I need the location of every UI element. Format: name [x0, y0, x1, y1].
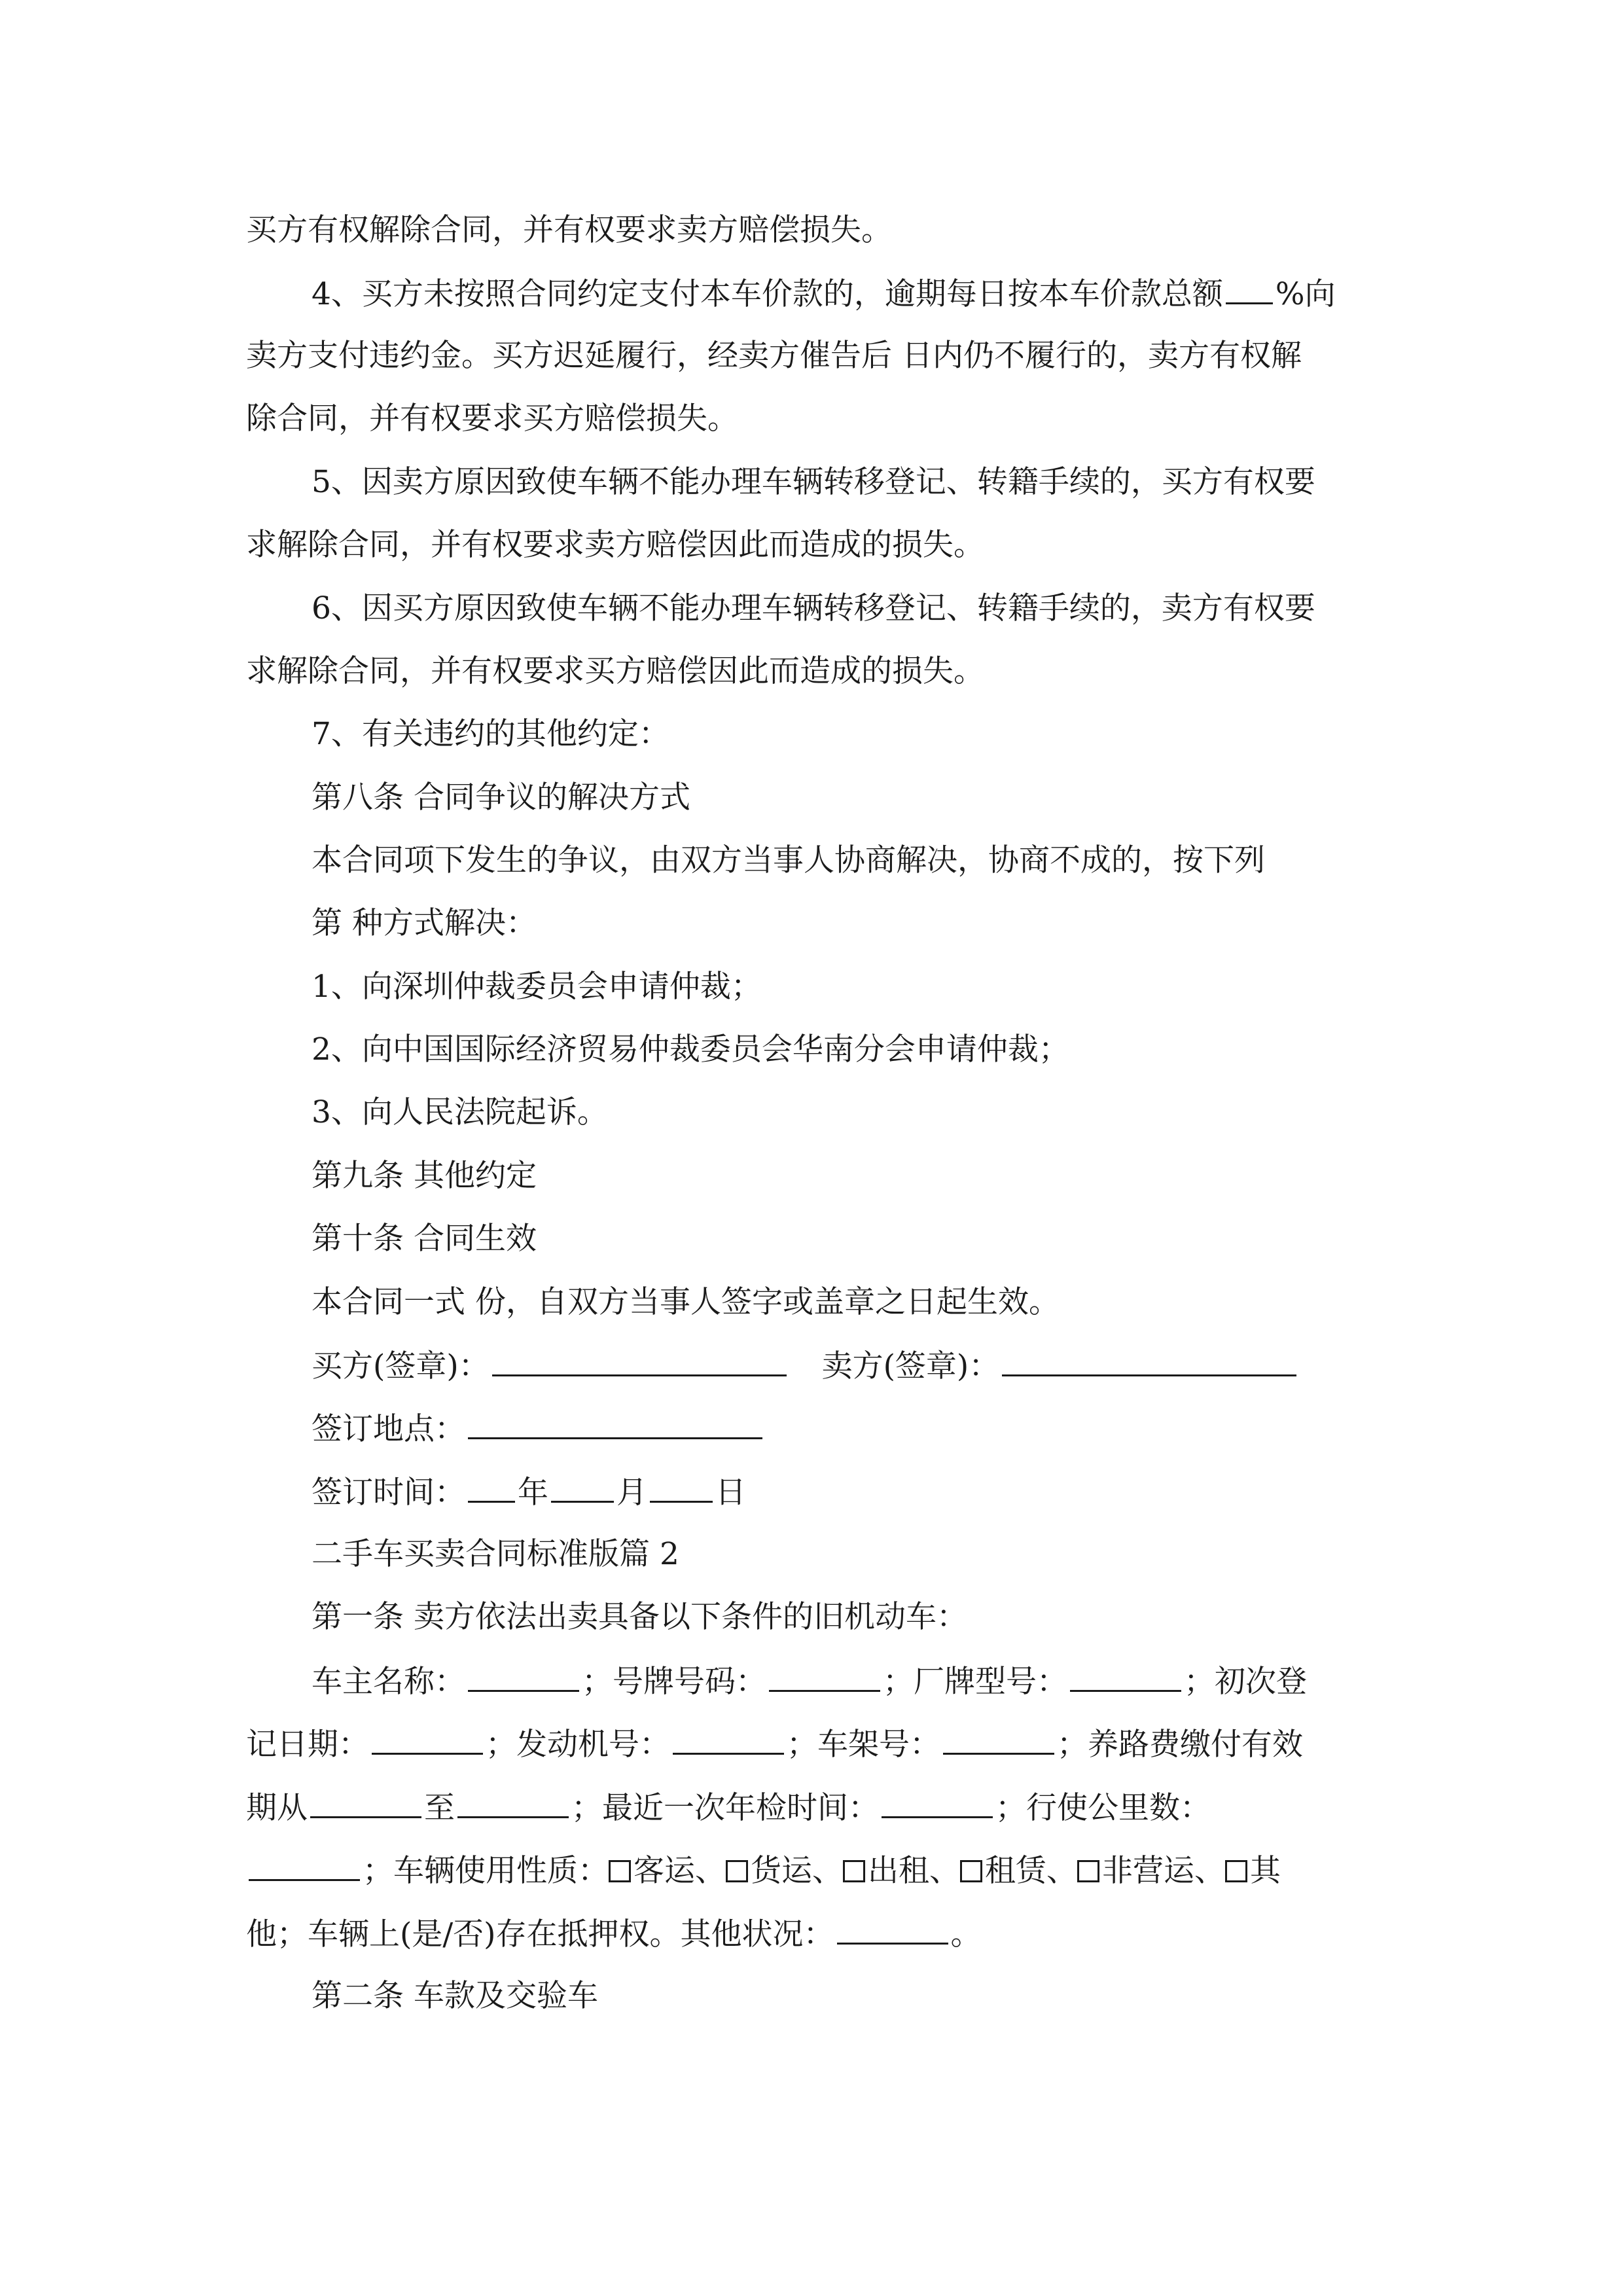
period-to-label: 至	[424, 1790, 455, 1826]
engine-no-label: ；发动机号：	[486, 1727, 670, 1763]
usage-option-passenger: 客运、	[633, 1853, 726, 1889]
month-field[interactable]	[551, 1472, 614, 1503]
engine-no-field[interactable]	[673, 1724, 784, 1755]
first-reg-label: ；初次登	[1184, 1664, 1307, 1700]
seller-sign-field[interactable]	[1002, 1346, 1296, 1376]
checkbox[interactable]	[1077, 1860, 1099, 1882]
owner-name-label: 车主名称：	[312, 1664, 465, 1700]
paragraph-line: 求解除合同，并有权要求卖方赔偿因此而造成的损失。	[246, 527, 984, 563]
frame-no-field[interactable]	[943, 1724, 1054, 1755]
list-item: 1、向深圳仲裁委员会申请仲裁；	[312, 969, 762, 1005]
period-from-label: 期从	[246, 1790, 308, 1826]
usage-option-lease: 租赁、	[985, 1853, 1077, 1889]
usage-option-nonoperating: 非营运、	[1102, 1853, 1225, 1889]
paragraph-line: 5、因卖方原因致使车辆不能办理车辆转移登记、转籍手续的，买方有权要	[312, 464, 1315, 500]
article-heading: 第十条 合同生效	[312, 1221, 537, 1257]
section-title: 二手车买卖合同标准版篇 2	[312, 1536, 679, 1572]
usage-option-rental: 出租、	[868, 1853, 960, 1889]
paragraph-line: 求解除合同，并有权要求买方赔偿因此而造成的损失。	[246, 653, 984, 689]
model-label: ；厂牌型号：	[883, 1664, 1067, 1700]
period-to-field[interactable]	[457, 1787, 569, 1818]
paragraph-line: 本合同一式 份，自双方当事人签字或盖章之日起生效。	[312, 1284, 1060, 1320]
frame-no-label: ；车架号：	[787, 1727, 940, 1763]
usage-option-freight: 货运、	[751, 1853, 843, 1889]
vehicle-usage-line	[246, 1850, 1281, 1891]
signature-line	[312, 1346, 1299, 1386]
paragraph-line: 卖方支付违约金。买方迟延履行，经卖方催告后 日内仍不履行的，卖方有权解	[246, 338, 1302, 374]
mileage-label: ；行使公里数：	[995, 1790, 1211, 1826]
year-field[interactable]	[468, 1472, 515, 1503]
list-item: 2、向中国国际经济贸易仲裁委员会华南分会申请仲裁；	[312, 1031, 1069, 1067]
article-heading: 第九条 其他约定	[312, 1158, 537, 1194]
buyer-sign-label: 买方(签章)：	[312, 1348, 490, 1384]
sign-time-line	[312, 1472, 746, 1513]
list-item: 3、向人民法院起诉。	[312, 1094, 608, 1130]
owner-name-field[interactable]	[468, 1661, 579, 1692]
last-inspection-label: ；最近一次年检时间：	[571, 1790, 879, 1826]
paragraph-line: 第 种方式解决：	[312, 905, 537, 941]
paragraph-line: 除合同，并有权要求买方赔偿损失。	[246, 401, 738, 437]
last-inspection-field[interactable]	[882, 1787, 993, 1818]
checkbox[interactable]	[843, 1860, 865, 1882]
mileage-field[interactable]	[249, 1850, 360, 1881]
seller-sign-label: 卖方(签章)：	[821, 1348, 1000, 1384]
period-from-field[interactable]	[310, 1787, 421, 1818]
text: 4、买方未按照合同约定支付本车价款的，逾期每日按本车价款总额	[312, 276, 1223, 312]
checkbox[interactable]	[1225, 1860, 1247, 1882]
first-reg-field[interactable]	[372, 1724, 483, 1755]
vehicle-info-line	[246, 1787, 1211, 1828]
text: %向	[1275, 276, 1336, 312]
paragraph-line: 7、有关违约的其他约定：	[312, 716, 669, 752]
vehicle-info-line	[246, 1724, 1303, 1765]
road-fee-label: ；养路费缴付有效	[1057, 1727, 1303, 1763]
article-heading: 第八条 合同争议的解决方式	[312, 780, 690, 816]
period: 。	[950, 1916, 982, 1952]
blank-field[interactable]	[1226, 274, 1273, 304]
paragraph-line: 本合同项下发生的争议，由双方当事人协商解决，协商不成的，按下列	[312, 842, 1265, 878]
year-label: 年	[518, 1475, 548, 1511]
first-reg-label-cont: 记日期：	[246, 1727, 369, 1763]
article-heading: 第二条 车款及交验车	[312, 1978, 598, 2014]
plate-no-field[interactable]	[769, 1661, 880, 1692]
day-field[interactable]	[650, 1472, 713, 1503]
vehicle-status-line	[246, 1914, 982, 1954]
article-heading: 第一条 卖方依法出卖具备以下条件的旧机动车：	[312, 1599, 967, 1635]
checkbox[interactable]	[726, 1860, 748, 1882]
other-status-field[interactable]	[837, 1914, 948, 1945]
checkbox[interactable]	[609, 1860, 631, 1882]
vehicle-info-line	[312, 1661, 1307, 1702]
paragraph-line	[312, 274, 1336, 314]
sign-place-label: 签订地点：	[312, 1411, 465, 1447]
usage-label: ；车辆使用性质：	[363, 1853, 609, 1889]
mortgage-text: 他；车辆上(是/否)存在抵押权。其他状况：	[246, 1916, 834, 1952]
sign-time-label: 签订时间：	[312, 1475, 465, 1511]
month-label: 月	[616, 1475, 647, 1511]
sign-place-line	[312, 1408, 765, 1449]
model-field[interactable]	[1070, 1661, 1181, 1692]
sign-place-field[interactable]	[468, 1408, 762, 1439]
checkbox[interactable]	[960, 1860, 982, 1882]
paragraph-line: 买方有权解除合同，并有权要求卖方赔偿损失。	[246, 212, 892, 248]
paragraph-line: 6、因买方原因致使车辆不能办理车辆转移登记、转籍手续的，卖方有权要	[312, 590, 1315, 626]
usage-option-other: 其	[1250, 1853, 1281, 1889]
buyer-sign-field[interactable]	[492, 1346, 787, 1376]
day-label: 日	[715, 1475, 746, 1511]
plate-no-label: ；号牌号码：	[582, 1664, 766, 1700]
